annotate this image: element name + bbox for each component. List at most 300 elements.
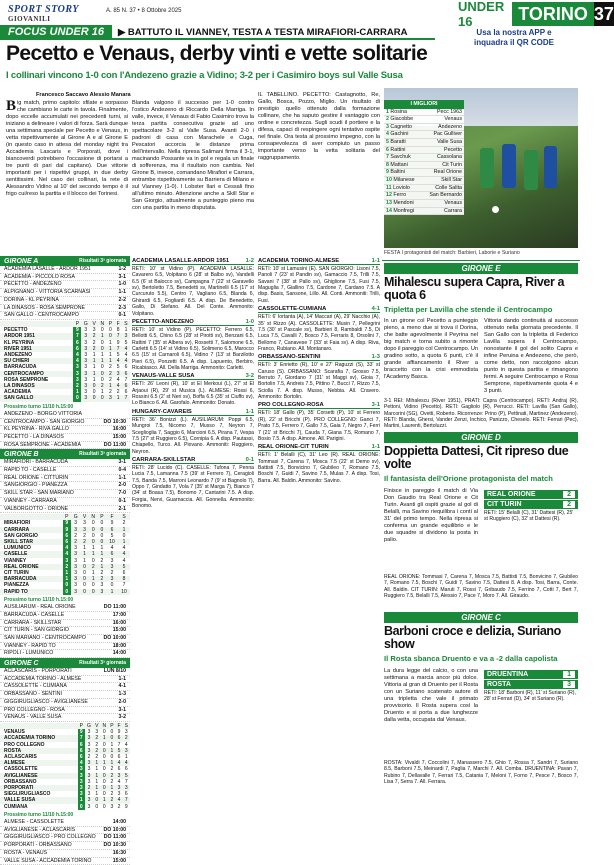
- standings-cell: 4: [124, 741, 128, 748]
- best-player-name: 3 Cagnetto: [386, 123, 412, 130]
- standings-cell: 3: [95, 729, 99, 736]
- standings-team: CIT TURIN: [4, 570, 29, 577]
- standings-cell: 2: [74, 539, 78, 546]
- standings-cell: 4: [122, 545, 126, 552]
- best-player-number: 9: [386, 169, 391, 176]
- standings-head-cell: F: [117, 722, 121, 729]
- best-player-row: [384, 139, 464, 147]
- report-text: RETI: 10' st Lamusini (E). SAN GIORGIO: Lisoni 7.5, Panoli 7 (23' st Pandin sv), Gamaccio 7.5, Trilli 7.5, Savani 7 (38' st Pallo sv), Ghiglione 7.5, Fusi 7.5, Maguglia 7, Giallino 7.5, Cardone 7, Cardano 7.5. A disp. Basis, Sansone, Lillo. All. Conti. Ammoniti: Trilli, Fusi.: [258, 266, 380, 304]
- standings-cell: 0: [100, 376, 104, 383]
- standings-cell: 1: [109, 382, 112, 389]
- best-player-team: Real Orione: [433, 169, 462, 176]
- standings-cell: 7: [116, 333, 120, 340]
- score-row: [484, 670, 578, 679]
- standings-team: CUMIANA: [4, 803, 28, 810]
- best-player-name: 8 Mattani: [386, 161, 408, 168]
- score-team: CIT TURIN: [487, 501, 522, 508]
- standings-cell: 3: [100, 588, 104, 595]
- standings-team: ORBASSANO: [4, 778, 37, 785]
- standings-cell: 7: [73, 333, 81, 339]
- match-reports-col-b: [258, 256, 380, 804]
- best-player-number: 1: [386, 108, 391, 115]
- standings-cell: 6: [124, 791, 128, 798]
- standings-team: SU CHIERI: [4, 358, 30, 365]
- standings-cell: 3: [110, 557, 114, 564]
- result-match: ROSA SEMPRONE - ACADEMIA: [4, 441, 81, 448]
- result-match: CENTROCAMPO - SAN GIORGIO: [4, 418, 85, 425]
- standings-cell: 3: [124, 785, 128, 792]
- result-score: 4-1: [118, 683, 126, 690]
- standings-cell: 0: [100, 520, 104, 527]
- standings-team: RIVER 1951: [4, 345, 32, 352]
- standings-cell: 6: [78, 748, 85, 754]
- standings-cell: 3: [87, 803, 91, 810]
- standings-cell: 1: [122, 539, 126, 546]
- girone-e-body-1: In un girone col Pecetto a punteggio pieno, a meno due si trova il Dorina, che batte agevolmente il Peyrina nel big match e torna subito a rimonte dopo il pareggio col Centrocampo. Un gradino sotto, a quota 6 punti, c'è il grande affiancamento il River a braccetto con la crisi emmodista l'Academy Basca.: [384, 318, 478, 380]
- standings-cell: 0: [122, 532, 126, 539]
- standings-cell: 4: [124, 345, 128, 352]
- app-promo-line2: inquadra il QR CODE: [473, 38, 554, 47]
- standings-cell: 2: [110, 797, 114, 804]
- standings-cell: 2: [100, 570, 104, 577]
- standings-cell: 3: [78, 785, 85, 791]
- standings-cell: 1: [100, 545, 104, 552]
- result-score: 0-1: [118, 497, 126, 504]
- standings-cell: 3: [87, 797, 91, 804]
- standings-cell: 1: [109, 358, 112, 365]
- section-tab: [380, 0, 614, 29]
- standings-cell: 1: [95, 766, 99, 773]
- standings-head-cell: G: [83, 320, 88, 327]
- standings-cell: 3: [87, 729, 91, 736]
- best-player-number: 5: [386, 139, 391, 146]
- result-match: LA DINASOS - ROSA SEMPRONE: [4, 304, 86, 311]
- result-row: [0, 707, 130, 715]
- result-score: 0-4: [118, 467, 126, 474]
- page-number: 37: [594, 2, 614, 26]
- standings-cell: 2: [109, 389, 112, 396]
- report-header: [132, 319, 254, 326]
- result-row: [0, 482, 130, 490]
- standings-cell: 4: [124, 358, 128, 365]
- girone-e-headline: Mihalescu supera Capra, River a quota 6: [384, 275, 565, 302]
- standings-cell: 3: [116, 370, 120, 377]
- standings-team: ALMESE: [4, 760, 25, 767]
- standings-cell: 3: [87, 741, 91, 748]
- team-name: TORINO: [512, 2, 594, 26]
- standings-cell: 1: [100, 351, 104, 358]
- standings-cell: 1: [122, 526, 126, 533]
- player-figure: [524, 150, 538, 190]
- standings-head-cell: S: [122, 514, 126, 521]
- result-row: [0, 442, 130, 450]
- best-player-row: [384, 169, 464, 177]
- result-score: 17:00: [112, 611, 126, 618]
- next-round-c: Prossimo turno 11/10 h.15:00: [4, 811, 74, 818]
- standings-cell: 2: [110, 791, 114, 798]
- standings-cell: 1: [91, 545, 95, 552]
- girone-c-title: GIRONE C: [4, 659, 39, 667]
- standings-b: [0, 514, 130, 595]
- standings-cell: 6: [117, 754, 121, 760]
- standings-cell: 2: [109, 364, 112, 371]
- best-player-row: [384, 124, 464, 132]
- divider: [382, 260, 580, 261]
- standings-cell: 4: [116, 358, 120, 365]
- standings-cell: 4: [63, 551, 71, 557]
- standings-head-cell: P: [79, 722, 83, 729]
- report-text: RETI: 36' Bonizzi (L). AUSILIARUM: Poppi 6.5, Mungroi 7.5, Nicomo 7, Musso 7, Neyron 7, Sceglioglia 7, Saggio 6, Marcioni 6.5, Pirana 7, Vespa 7.5 (27' st Ruggiero 6.5), Cornipia 6. A disp. Pautassi, Chiapello, Turco. All. Piovano. Ammoniti: Ruggiero, Neyron.: [132, 416, 254, 455]
- result-row: [0, 312, 130, 320]
- app-promo[interactable]: [450, 28, 578, 50]
- standings-cell: 3: [74, 588, 78, 595]
- standings-head-cell: P: [110, 722, 114, 729]
- results-b: [0, 459, 130, 513]
- result-match: VIANNEY - RAPID TO: [4, 642, 56, 649]
- standings-cell: 3: [110, 803, 114, 810]
- result-match: DORINA - KL PEYRINA: [4, 296, 59, 303]
- result-row: [0, 676, 130, 684]
- next-round-b: Prossimo turno 11/10 h.15:00: [4, 596, 74, 603]
- report-text: RETI: 18' Gallo (P), 35' Corsetti (P), 10' st Ferrero (R), 22' st Bricchi (P). PRO COLLEGNO: Ganci 7, Prato 7.5, Ferrero 7, Gallo 7.5, Gaia 7, Negro 7, Ferri 7 (21' st Bricchi 7), Cauda 7, Giana 7.5, Romano 7, Bosio 7.5. A disp. Aimone. All. Parigini.: [258, 410, 380, 442]
- standings-cell: 0: [92, 389, 96, 396]
- result-match: SAN GALLO - CENTROCAMPO: [4, 312, 79, 319]
- standings-cell: 3: [84, 382, 88, 389]
- result-match: ACLASCARIS - PORPORATI: [4, 668, 72, 675]
- result-match: ACCADEMIA TORINO - ALMESE: [4, 675, 82, 682]
- result-score: DO 10:00: [103, 826, 126, 833]
- standings-cell: 1: [95, 785, 99, 792]
- best-players-box: [384, 100, 464, 215]
- article-col-1-text: ig match, primo capitolo: sfilate e sorpasso che cambiano le carte in tavola. Finalmente, dopo eccelle accumulati nei precedenti turni, si iniziano a delineare i valori di forza. Sarà dunque una settimana speciale per Pecetto e Venaus, in vetta rispettivamente al Girone A e al Girone E (in questo caso in attesa del monday night tra Accademia Lascaris e Porporati, dove i biancoverdi potrebbero l'occasione di portarsi a tre punti di pari dal capitano). Due vittorie importanti per i rispettivi gruppi, in due derby sentitissimi. Nel caso dei collinari, la rete di Alessandro Vidino al 10' del secondo tempo è il frigo cui/reso la partita e il blocco dei Torinesi.: [6, 100, 128, 197]
- result-row: [0, 650, 130, 658]
- article-col-3: IL TABELLINO. PECETTO: Castagnotto, Re, Gallo, Bosca, Pozzo, Miglio. Un risultato di prestigio quello ottenuto dalla formazione collinare, che ha saputo gestire il vantaggio con ordine e concretezza. Sugli scudi il portiere e la difesa, capaci di respingere ogni tentativo ospite nel finale. Ora testa al prossimo impegno, con la consapevolezza di aver compiuto un passo importante verso la vetta solitaria del raggruppamento.: [258, 92, 380, 161]
- girone-c2-body: La dura legge del calcio, o con una settimana a marcia ancor più dolce. Vittoria al gran di Druento per il Rosta con un Suriano scatenato autore di una tripletta che vale il primato provvisorio. Il Rosta supera così la Druento e si porta a due lunghezze dalla vetta, occupata dal Venaus.: [384, 668, 478, 723]
- standings-cell: 1: [109, 345, 112, 352]
- focus-label: FOCUS UNDER 16: [0, 25, 112, 39]
- result-match: SAN MARIANO - CENTROCAMPO: [4, 634, 86, 641]
- match-reports-col-a: [132, 256, 254, 804]
- result-match: SKILL STAR - SAN MARIANO: [4, 490, 74, 497]
- report-score: 1-1: [371, 444, 380, 451]
- standings-cell: 3: [87, 778, 91, 785]
- standings-cell: 1: [92, 370, 96, 377]
- standings-cell: 0: [63, 582, 71, 588]
- standings-a: [0, 321, 130, 402]
- result-score: 0-1: [118, 312, 126, 319]
- standings-cell: 0: [102, 772, 106, 779]
- result-row: [0, 834, 130, 842]
- standings-cell: 6: [122, 570, 126, 577]
- standings-cell: 3: [124, 333, 128, 340]
- standings-cell: 5: [124, 772, 128, 779]
- result-row: [0, 411, 130, 419]
- standings-cell: 1: [110, 747, 114, 754]
- standings-cell: 1: [102, 760, 106, 767]
- best-player-number: 6: [386, 146, 391, 153]
- result-match: VIANNEY - CARRARA: [4, 497, 57, 504]
- standings-cell: 8: [122, 576, 126, 583]
- result-row: [0, 683, 130, 691]
- best-player-number: 3: [386, 123, 391, 130]
- standings-cell: 6: [124, 364, 128, 371]
- girone-d-headline: Doppietta Dattesi, Cit ripreso due volte: [384, 444, 569, 471]
- standings-team: REAL ORIONE: [4, 563, 39, 570]
- issue-info: A. 85 N. 37 • 8 Ottobre 2025: [106, 8, 182, 14]
- standings-cell: 1: [100, 563, 104, 570]
- standings-head-cell: P: [65, 514, 69, 521]
- best-player-name: 5 Baratti: [386, 139, 406, 146]
- next-round-a: Prossimo turno 11/10 h.15:00: [4, 403, 74, 410]
- standings-cell: 3: [78, 773, 85, 779]
- standings-cell: 3: [74, 582, 78, 589]
- standings-cell: 3: [84, 370, 88, 377]
- best-player-row: [384, 200, 464, 208]
- standings-cell: 6: [110, 551, 114, 558]
- result-match: VALBORGOTTO - ORIONE: [4, 505, 69, 512]
- result-score: 2-3: [118, 304, 126, 311]
- standings-cell: 2: [109, 376, 112, 383]
- standings-cell: 1: [109, 351, 112, 358]
- results-column: [0, 256, 130, 864]
- result-score: 14:00: [112, 650, 126, 657]
- standings-cell: 2: [91, 563, 95, 570]
- girone-c2-tabellino: ROSTA: Vivaldi 7, Coccolini 7, Manassero 7.5, Ghio 7, Rossa 7, Sandri 7, Suriano 8.5, Barboni 7.5, Meinardi 7, Paglia 7, Marchi 7. All. Comba. DRUENTINA: Pavan 7, Rubino 7, Dellavalle 7, Ferrari 7.5, Catania 7, Meloni 7, Forno 7, Pesce 7, Bosco 7, Lisa 7, Serra 7. All. Ferrara.: [384, 760, 578, 786]
- standings-cell: 4: [124, 351, 128, 358]
- result-row: [0, 714, 130, 722]
- standings-cell: 0: [110, 735, 114, 742]
- result-row: [0, 643, 130, 651]
- report-score: 1-1: [245, 408, 254, 415]
- standings-cell: 3: [87, 760, 91, 767]
- girone-d-tabellino: REAL ORIONE: Tommasi 7, Carena 7, Mosca 7.5, Battisti 7.5, Bonvicino 7, Giubileo 7, Romano 7.5, Boschi 7, Guidi 7, Savino 7.5, Dattesi 8. A disp. Tosi, Barra, Conte. All. Baldin. CIT TURIN: Maruti 7, Rossi 7, Gribaudo 7.5, Ferrino 7, Cotti 7, Bert 7, Ruggiero 7.5, Belalli 7.5, Alessio 7, Pace 7, Moro 7. All. Giraudo.: [384, 574, 578, 600]
- standings-cell: 3: [74, 520, 78, 527]
- girone-c-sub: Risultati 3ª giornata: [79, 660, 126, 667]
- standings-cell: 4: [122, 557, 126, 564]
- standings-cell: 3: [117, 791, 121, 798]
- standings-cell: 3: [84, 395, 88, 402]
- standings-cell: 1: [100, 389, 104, 396]
- standings-cell: 7: [124, 376, 128, 383]
- standings-team: BARRACUDA: [4, 364, 37, 371]
- next-results-c: [0, 819, 130, 865]
- best-player-team: Colle Salita: [435, 184, 462, 191]
- standings-cell: 1: [95, 760, 99, 767]
- standings-cell: 2: [109, 370, 112, 377]
- score-row: [484, 490, 578, 499]
- score-team: REAL ORIONE: [487, 491, 536, 498]
- result-row: [0, 475, 130, 483]
- standings-cell: 2: [95, 747, 99, 754]
- standings-team: PECETTO: [4, 327, 28, 334]
- standings-cell: 2: [92, 345, 96, 352]
- masthead-title: SPORT STORY: [8, 4, 79, 15]
- masthead: [8, 4, 79, 23]
- result-match: PECETTO - ANDEZENO: [4, 281, 62, 288]
- standings-cell: 7: [124, 797, 128, 804]
- standings-head-cell: P: [75, 320, 80, 327]
- standings-cell: 10: [121, 588, 127, 595]
- result-row: [0, 419, 130, 427]
- standings-team: SIEGLIRUGLIASCO: [4, 791, 51, 798]
- standings-cell: 0: [63, 589, 71, 595]
- result-row: [0, 627, 130, 635]
- best-player-number: 4: [386, 131, 391, 138]
- results-c: [0, 668, 130, 722]
- standings-head-cell: F: [110, 514, 114, 521]
- girone-a-header: [0, 256, 130, 266]
- result-row: [0, 426, 130, 434]
- result-match: CASSOLETTE - CUMIANA: [4, 683, 67, 690]
- best-player-name: 10 Milanese: [386, 177, 415, 184]
- result-score: 2-0: [118, 482, 126, 489]
- standings-cell: 7: [116, 345, 120, 352]
- best-player-name: 9 Baltini: [386, 169, 405, 176]
- standings-cell: 0: [95, 797, 99, 804]
- standings-team: SAN GIORGIO: [4, 532, 38, 539]
- standings-cell: 3: [87, 791, 91, 798]
- score-goals: 2: [563, 501, 575, 508]
- standings-team: SAN GALLO: [4, 395, 34, 402]
- standings-cell: 4: [116, 382, 120, 389]
- standings-team: ACLASCARIS: [4, 754, 37, 760]
- standings-cell: 3: [74, 551, 78, 558]
- standings-team: LA DINASOS: [4, 382, 35, 389]
- score-goals: 1: [563, 671, 575, 678]
- girone-c2-scorebox: [484, 670, 578, 703]
- standings-cell: 0: [91, 520, 95, 527]
- best-player-team: Cassolana: [436, 154, 462, 161]
- result-score: 1-1: [118, 675, 126, 682]
- standings-team: ACCADEMIA TORINO: [4, 735, 56, 742]
- standings-cell: 5: [110, 532, 114, 539]
- best-player-name: 7 Savchuk: [386, 154, 411, 161]
- result-row: [0, 827, 130, 835]
- standings-cell: 0: [100, 532, 104, 539]
- standings-cell: 2: [95, 754, 99, 760]
- standings-cell: 3: [87, 772, 91, 779]
- best-player-number: 12: [386, 192, 394, 199]
- standings-team: KL PEYRINA: [4, 339, 35, 346]
- best-player-row: [384, 154, 464, 162]
- standings-head-cell: S: [124, 722, 128, 729]
- result-match: MIRAFIORI - BARRACUDA: [4, 459, 68, 466]
- standings-row: [0, 551, 130, 557]
- report-match: HUNGARY-CAVAREIS: [132, 408, 192, 415]
- best-player-team: San Bernardo: [429, 192, 462, 199]
- standings-cell: 7: [78, 735, 85, 741]
- best-player-number: 10: [386, 177, 394, 184]
- result-score: DO 10:00: [103, 634, 126, 641]
- standings-head-cell: N: [100, 320, 105, 327]
- standings-team: ARDOR 1951: [4, 333, 35, 340]
- standings-cell: 3: [83, 520, 86, 527]
- report-match: ACADEMIA TORINO-ALMESE: [258, 258, 340, 264]
- result-match: CARRARA - SKILLSTAR: [4, 619, 62, 626]
- standings-cell: 3: [74, 563, 78, 570]
- score-goals: 3: [563, 681, 575, 688]
- standings-cell: 1: [100, 551, 104, 558]
- standings-team: ROSTA: [4, 747, 22, 754]
- standings-cell: 4: [73, 352, 81, 358]
- standings-cell: 0: [91, 588, 95, 595]
- standings-cell: 5: [116, 364, 120, 371]
- result-match: ANDEZENO - BORGO VITTORIA: [4, 410, 83, 417]
- best-player-name: 14 Monfregi: [386, 207, 414, 214]
- standings-cell: 9: [110, 520, 114, 527]
- standings-cell: 0: [73, 395, 81, 401]
- best-player-name: 1 Rosina: [386, 108, 407, 115]
- standings-cell: 6: [78, 754, 85, 760]
- standings-cell: 1: [73, 389, 81, 395]
- app-promo-line1: Usa la nostra APP e: [476, 28, 552, 37]
- standings-cell: 4: [78, 760, 85, 766]
- player-figure: [544, 146, 557, 188]
- standings-cell: 2: [95, 735, 99, 742]
- girone-c2-scores: [484, 670, 578, 689]
- result-match: AVIGLIANESE - ACLASCARIS: [4, 826, 76, 833]
- report-match: PRO COLLEGNO-ROSA: [258, 402, 324, 409]
- standings-cell: 9: [73, 327, 81, 333]
- result-score: 16:00: [112, 426, 126, 433]
- girone-a-sub: Risultati 3ª giornata: [79, 258, 126, 264]
- standings-cell: 3: [124, 729, 128, 736]
- best-player-row: [384, 192, 464, 200]
- result-score: DO 11:00: [103, 441, 126, 448]
- standings-cell: 0: [102, 747, 106, 754]
- standings-cell: 0: [100, 395, 104, 402]
- standings-cell: 1: [124, 327, 128, 334]
- report-score: 1-3: [371, 354, 380, 361]
- standings-cell: 0: [83, 588, 86, 595]
- standings-cell: 0: [100, 364, 104, 371]
- standings-cell: 9: [117, 729, 121, 736]
- result-score: 15:00: [112, 433, 126, 440]
- standings-cell: 4: [117, 778, 121, 785]
- standings-team: LUMUNICO: [4, 545, 31, 552]
- player-figure: [480, 148, 494, 188]
- standings-cell: 1: [95, 791, 99, 798]
- standings-cell: 3: [73, 371, 81, 377]
- standings-cell: 2: [100, 382, 104, 389]
- report-text: RETI: 10' st Vidino (P). PECETTO: Ferrero 6.5, Bellotti 6.5, Chino 6.5 (28' st Pirotti sv), Benzani 6.5, Rattini 7 (35' st Albera sv), Rossetti 7, Salomone 6.5, Carletti 6.5 (14' st Vidino 6.5), Solimeno 6.5, Marocco 6.5 (15' st Carnaroli 6.5), Vidino 7 (13' st Barzilotto Pieri 6.5), Ponzetti 6.5. A disp. Lapuento, Berbiro, Ricabiasco. All. Della Marriga. Ammonito: Carletti.: [132, 326, 254, 372]
- report-score: 1-2: [245, 258, 254, 264]
- standings-team: BARRACUDA: [4, 576, 37, 583]
- girone-b-title: GIRONE B: [4, 450, 39, 458]
- standings-cell: 0: [92, 395, 96, 402]
- standings-row: [0, 395, 130, 401]
- report-header: [258, 354, 380, 361]
- standings-cell: 3: [84, 345, 88, 352]
- standings-cell: 6: [124, 382, 128, 389]
- byline: Francesco Saccavo Alessio Manara: [36, 92, 131, 98]
- standings-cell: 0: [78, 804, 85, 810]
- focus-kicker: ▶ BATTUTO IL VIANNEY, TESTA A TESTA MIRAFIORI-CARRARA: [117, 26, 408, 38]
- standings-cell: 0: [102, 785, 106, 792]
- report-match: PECETTO-ANDEZENO: [132, 318, 194, 325]
- best-player-team: Venaus: [444, 116, 462, 123]
- photo-caption: FESTA I protagonisti del match: Barbieri, Laborie e Suriano: [384, 250, 520, 256]
- standings-cell: 3: [100, 582, 104, 589]
- next-results-b: [0, 604, 130, 658]
- standings-head-cell: P: [100, 514, 104, 521]
- result-score: 15:00: [112, 857, 126, 864]
- result-score: 3-1: [118, 459, 126, 466]
- standings-cell: 3: [83, 526, 86, 533]
- standings-cell: 3: [73, 377, 81, 383]
- standings-head-cell: G: [87, 722, 91, 729]
- best-player-number: 13: [386, 199, 394, 206]
